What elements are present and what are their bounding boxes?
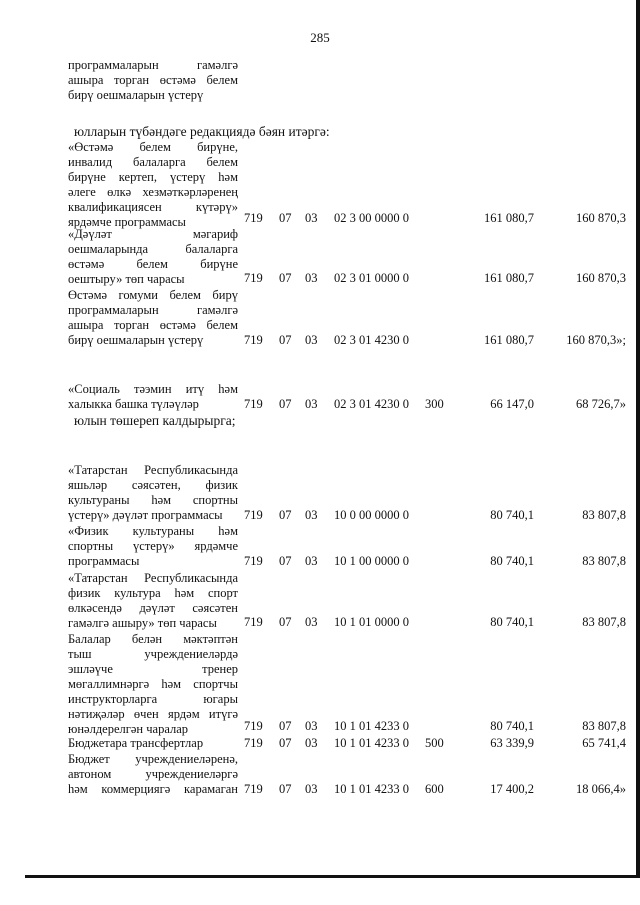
cell-ministry: 719 (244, 271, 263, 285)
cell-section: 07 (279, 333, 292, 347)
cell-amount-1: 63 339,9 (490, 736, 534, 750)
description-line: яшьләр сәясәтен, физик (68, 478, 238, 492)
continued-description (68, 58, 238, 103)
cell-amount-1: 80 740,1 (490, 554, 534, 568)
description-line: гамәлгә ашыру» төп чарасы (68, 616, 217, 630)
description-line: халыкка башка түләүләр (68, 397, 199, 411)
row-description (68, 752, 238, 797)
cell-amount-2: 83 807,8 (582, 615, 626, 629)
description-line: Бюджетара трансфертлар (68, 736, 204, 750)
cell-amount-1: 161 080,7 (484, 271, 534, 285)
description-line: программаларын гамәлгә (68, 303, 238, 317)
cell-amount-1: 80 740,1 (490, 508, 534, 522)
row-description (68, 524, 238, 569)
cell-amount-2: 160 870,3 (576, 271, 626, 285)
cell-section: 07 (279, 508, 292, 522)
cell-ministry: 719 (244, 508, 263, 522)
cell-section: 07 (279, 397, 292, 411)
description-line: юнәлдерелгән чаралар (68, 722, 189, 736)
scan-bottom-edge (25, 875, 638, 878)
row-description (68, 632, 238, 737)
description-line: «Дәүләт мәгариф (68, 227, 238, 241)
description-line: инструкторларга югары (68, 692, 238, 706)
cell-target-code: 02 3 01 4230 0 (334, 397, 409, 411)
description-line: бирүне кертеп, үстерү һәм (68, 170, 238, 184)
description-line: культураны һәм спортны (68, 493, 238, 507)
cell-amount-1: 161 080,7 (484, 333, 534, 347)
cell-subsection: 03 (305, 782, 318, 796)
cell-ministry: 719 (244, 333, 263, 347)
description-line: «Татарстан Республикасында (68, 571, 238, 585)
cell-amount-2: 68 726,7» (576, 397, 626, 411)
cell-subsection: 03 (305, 271, 318, 285)
row-description (68, 463, 238, 523)
cell-amount-1: 80 740,1 (490, 719, 534, 733)
cell-subsection: 03 (305, 615, 318, 629)
cell-ministry: 719 (244, 719, 263, 733)
cell-ministry: 719 (244, 782, 263, 796)
description-line: Бюджет учреждениеләренә, (68, 752, 238, 766)
cell-section: 07 (279, 271, 292, 285)
cell-target-code: 10 0 00 0000 0 (334, 508, 409, 522)
instruction-phrase-1: юлларын түбәндәге редакциядә бәян итәргә: (74, 124, 330, 139)
cell-subsection: 03 (305, 397, 318, 411)
cell-target-code: 02 3 00 0000 0 (334, 211, 409, 225)
description-line: «Татарстан Республикасында (68, 463, 238, 477)
description-line: үстерү» дәүләт программасы (68, 508, 223, 522)
cell-expense-type: 500 (425, 736, 444, 750)
description-line: ашыра торган өстәмә белем (68, 73, 238, 87)
description-line: ашыра торган өстәмә белем (68, 318, 238, 332)
cell-target-code: 02 3 01 4230 0 (334, 333, 409, 347)
cell-expense-type: 600 (425, 782, 444, 796)
cell-amount-1: 80 740,1 (490, 615, 534, 629)
cell-subsection: 03 (305, 736, 318, 750)
description-line: физик культура һәм спорт (68, 586, 238, 600)
description-line: ярдәмче программасы (68, 215, 186, 229)
cell-amount-2: 83 807,8 (582, 719, 626, 733)
instruction-phrase-2: юлын төшереп калдырырга; (74, 413, 236, 428)
cell-target-code: 10 1 01 0000 0 (334, 615, 409, 629)
description-line: өстәмә белем бирүне (68, 257, 238, 271)
description-line: квалификациясен күтәрү» (68, 200, 238, 214)
description-line: автоном учреждениеләргә (68, 767, 238, 781)
cell-section: 07 (279, 554, 292, 568)
description-line: «Физик культураны һәм (68, 524, 238, 538)
row-description (68, 736, 238, 751)
cell-amount-2: 83 807,8 (582, 508, 626, 522)
description-line: тыш учреждениеләрдә (68, 647, 238, 661)
cell-target-code: 10 1 01 4233 0 (334, 736, 409, 750)
row-description (68, 288, 238, 348)
cell-subsection: 03 (305, 719, 318, 733)
cell-ministry: 719 (244, 554, 263, 568)
cell-amount-1: 17 400,2 (490, 782, 534, 796)
cell-amount-1: 161 080,7 (484, 211, 534, 225)
cell-subsection: 03 (305, 333, 318, 347)
cell-section: 07 (279, 211, 292, 225)
cell-ministry: 719 (244, 211, 263, 225)
cell-section: 07 (279, 782, 292, 796)
cell-amount-2: 160 870,3»; (566, 333, 626, 347)
cell-target-code: 10 1 00 0000 0 (334, 554, 409, 568)
description-line: «Өстәмә белем бирүне, (68, 140, 238, 154)
description-line: нәтиҗәләр өчен ярдәм итүгә (68, 707, 238, 721)
description-line: оештыру» төп чарасы (68, 272, 185, 286)
row-description (68, 140, 238, 230)
description-line: Балалар белән мәктәптән (68, 632, 238, 646)
cell-amount-2: 83 807,8 (582, 554, 626, 568)
cell-target-code: 10 1 01 4233 0 (334, 782, 409, 796)
page-number: 285 (310, 30, 330, 45)
description-line: программаларын гамәлгә (68, 58, 238, 72)
description-line: эшләүче тренер (68, 662, 238, 676)
row-description (68, 227, 238, 287)
row-description (68, 571, 238, 631)
description-line: «Социаль тәэмин итү һәм (68, 382, 238, 396)
cell-subsection: 03 (305, 554, 318, 568)
cell-expense-type: 300 (425, 397, 444, 411)
cell-target-code: 02 3 01 0000 0 (334, 271, 409, 285)
cell-amount-2: 160 870,3 (576, 211, 626, 225)
cell-ministry: 719 (244, 615, 263, 629)
description-line: һәм коммерциягә карамаган (68, 782, 238, 796)
cell-subsection: 03 (305, 508, 318, 522)
description-line: бирү оешмаларын үстерү (68, 333, 204, 347)
cell-target-code: 10 1 01 4233 0 (334, 719, 409, 733)
description-line: өлкәсендә дәүләт сәясәтен (68, 601, 238, 615)
cell-section: 07 (279, 736, 292, 750)
row-description (68, 382, 238, 412)
cell-ministry: 719 (244, 736, 263, 750)
cell-ministry: 719 (244, 397, 263, 411)
description-line: Өстәмә гомуми белем бирү (68, 288, 238, 302)
cell-section: 07 (279, 615, 292, 629)
description-line: спортны үстерү» ярдәмче (68, 539, 238, 553)
scan-right-edge (636, 0, 640, 878)
description-line: мөгаллимнәргә һәм спортчы (68, 677, 238, 691)
description-line: инвалид балаларга белем (68, 155, 238, 169)
cell-amount-2: 65 741,4 (582, 736, 626, 750)
cell-subsection: 03 (305, 211, 318, 225)
description-line: программасы (68, 554, 140, 568)
description-line: бирү оешмаларын үстерү (68, 88, 204, 102)
cell-amount-2: 18 066,4» (576, 782, 626, 796)
description-line: әлеге өлкә хезмәткәрләренең (68, 185, 238, 199)
cell-amount-1: 66 147,0 (490, 397, 534, 411)
cell-section: 07 (279, 719, 292, 733)
description-line: оешмаларында балаларга (68, 242, 238, 256)
